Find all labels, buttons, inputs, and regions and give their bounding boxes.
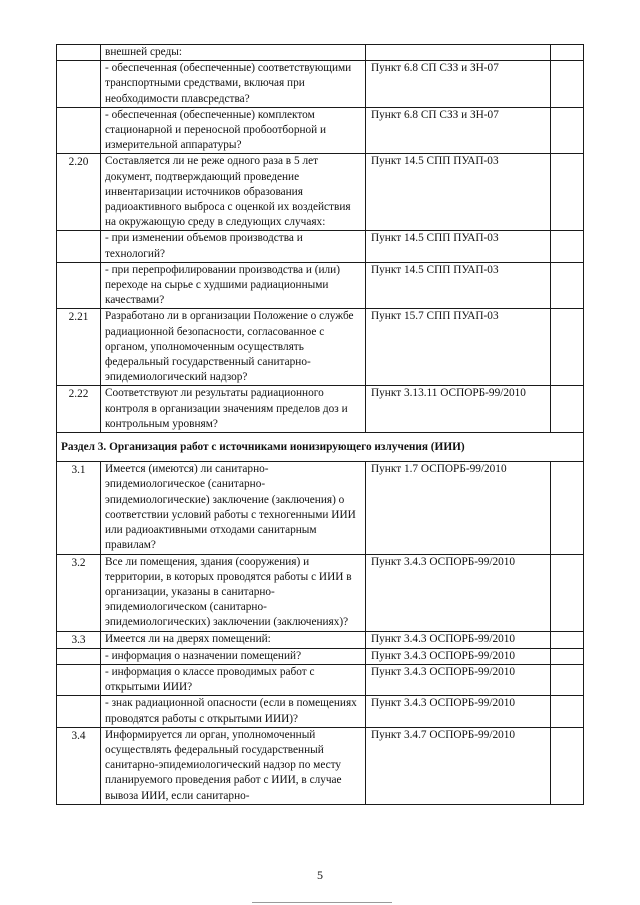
reference-cell: Пункт 14.5 СПП ПУАП-03 [366,231,551,262]
question-cell: Составляется ли не реже одного раза в 5 лет документ, подтверждающий проведение инвентаризации источников образования радиоактивного выброса с оценкой их воздействия на окружающую среду в следующих случаях: [101,154,366,231]
reference-cell: Пункт 1.7 ОСПОРБ-99/2010 [366,462,551,554]
mark-cell[interactable] [551,107,584,154]
item-number-cell: 2.20 [57,154,101,231]
table-row [57,61,584,108]
table-row [57,554,584,631]
question-cell: Все ли помещения, здания (сооружения) и территории, в которых проводятся работы с ИИИ в организации, указаны в санитарно-эпидемиологическом (санитарно-эпидемиологических) заключении (заключениях)? [101,554,366,631]
table-row [57,462,584,554]
reference-cell: Пункт 3.4.3 ОСПОРБ-99/2010 [366,631,551,648]
reference-cell: Пункт 3.4.3 ОСПОРБ-99/2010 [366,664,551,695]
mark-cell[interactable] [551,231,584,262]
item-number-cell: 3.2 [57,554,101,631]
reference-cell: Пункт 14.5 СПП ПУАП-03 [366,262,551,309]
table-row [57,262,584,309]
mark-cell[interactable] [551,727,584,804]
question-cell: Информируется ли орган, уполномоченный осуществлять федеральный государственный санитарно-эпидемиологический надзор по месту планируемого проведения работ с ИИИ, в случае вывоза ИИИ, если санитарно- [101,727,366,804]
mark-cell[interactable] [551,309,584,386]
mark-cell[interactable] [551,631,584,648]
mark-cell[interactable] [551,648,584,664]
reference-cell: Пункт 3.4.3 ОСПОРБ-99/2010 [366,648,551,664]
reference-cell: Пункт 6.8 СП СЗЗ и ЗН-07 [366,61,551,108]
reference-cell: Пункт 3.4.3 ОСПОРБ-99/2010 [366,696,551,727]
item-number-cell [57,696,101,727]
reference-cell: Пункт 3.4.3 ОСПОРБ-99/2010 [366,554,551,631]
reference-cell: Пункт 15.7 СПП ПУАП-03 [366,309,551,386]
checklist-table [56,44,584,805]
reference-cell: Пункт 6.8 СП СЗЗ и ЗН-07 [366,107,551,154]
mark-cell[interactable] [551,664,584,695]
scan-artifact-line [252,902,392,903]
question-cell: - информация о назначении помещений? [101,648,366,664]
question-cell: Разработано ли в организации Положение о службе радиационной безопасности, согласованное с органом, уполномоченным осуществлять федеральный государственный санитарно-эпидемиологический надзор? [101,309,366,386]
question-cell: - информация о классе проводимых работ с открытыми ИИИ? [101,664,366,695]
item-number-cell: 2.22 [57,386,101,433]
mark-cell[interactable] [551,262,584,309]
item-number-cell [57,45,101,61]
question-cell: - при перепрофилировании производства и (или) переходе на сырье с худшими радиационными качествами? [101,262,366,309]
page-number: 5 [317,868,323,882]
item-number-cell [57,61,101,108]
mark-cell[interactable] [551,61,584,108]
item-number-cell [57,262,101,309]
item-number-cell [57,231,101,262]
item-number-cell: 3.1 [57,462,101,554]
question-cell: - обеспеченная (обеспеченные) соответствующими транспортными средствами, включая при необходимости плавсредства? [101,61,366,108]
table-row [57,309,584,386]
table-row [57,107,584,154]
question-cell: - обеспеченная (обеспеченные) комплектом стационарной и переносной пробоотборной и измерительной аппаратуры? [101,107,366,154]
question-cell: Соответствуют ли результаты радиационного контроля в организации значениям пределов доз и контрольным уровням? [101,386,366,433]
table-row [57,696,584,727]
section-title: Раздел 3. Организация работ с источниками ионизирующего излучения (ИИИ) [57,433,584,462]
item-number-cell [57,664,101,695]
table-row [57,631,584,648]
reference-cell [366,45,551,61]
item-number-cell: 3.3 [57,631,101,648]
question-cell: - знак радиационной опасности (если в помещениях проводятся работы с открытыми ИИИ)? [101,696,366,727]
question-cell: внешней среды: [101,45,366,61]
section-header-row [57,433,584,462]
mark-cell[interactable] [551,45,584,61]
mark-cell[interactable] [551,696,584,727]
question-cell: - при изменении объемов производства и технологий? [101,231,366,262]
table-row [57,45,584,61]
mark-cell[interactable] [551,386,584,433]
table-row [57,664,584,695]
item-number-cell [57,648,101,664]
table-row [57,386,584,433]
table-row [57,154,584,231]
mark-cell[interactable] [551,462,584,554]
mark-cell[interactable] [551,154,584,231]
reference-cell: Пункт 3.4.7 ОСПОРБ-99/2010 [366,727,551,804]
table-row [57,648,584,664]
mark-cell[interactable] [551,554,584,631]
question-cell: Имеется ли на дверях помещений: [101,631,366,648]
item-number-cell [57,107,101,154]
checklist-body [57,45,584,805]
reference-cell: Пункт 3.13.11 ОСПОРБ-99/2010 [366,386,551,433]
question-cell: Имеется (имеются) ли санитарно-эпидемиологическое (санитарно-эпидемиологические) заключение (заключения) о соответствии условий работы с техногенными ИИИ или радиоактивными отходами санитарным правилам? [101,462,366,554]
table-row [57,231,584,262]
item-number-cell: 3.4 [57,727,101,804]
table-row [57,727,584,804]
item-number-cell: 2.21 [57,309,101,386]
reference-cell: Пункт 14.5 СПП ПУАП-03 [366,154,551,231]
